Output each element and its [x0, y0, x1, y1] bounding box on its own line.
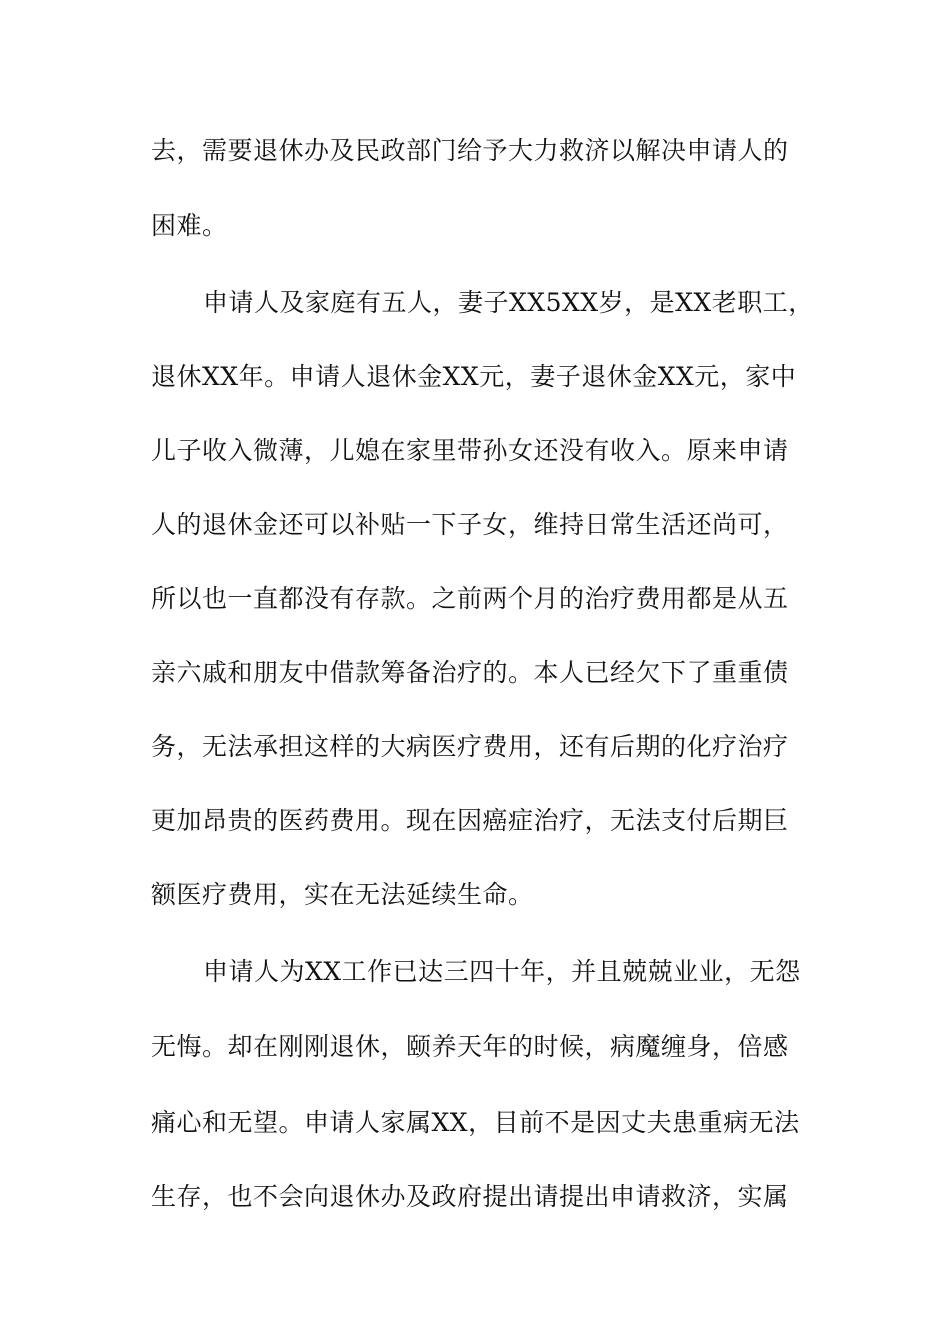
text-line: 人的退休金还可以补贴一下子女，维持日常生活还尚可， [151, 510, 789, 539]
text-line: 困难。 [151, 211, 228, 240]
text-line: 痛心和无望。申请人家属XX，目前不是因丈夫患重病无法 [151, 1108, 800, 1137]
paragraph-first-line: 申请人为XX工作已达三四十年，并且兢兢业业，无怨 [203, 957, 801, 986]
paragraph-first-line: 申请人及家庭有五人，妻子XX5XX岁，是XX老职工， [203, 288, 814, 317]
text-line: 更加昂贵的医药费用。现在因癌症治疗，无法支付后期巨 [151, 806, 789, 835]
text-line: 所以也一直都没有存款。之前两个月的治疗费用都是从五 [151, 584, 789, 613]
text-line: 儿子收入微薄，儿媳在家里带孙女还没有收入。原来申请 [151, 436, 789, 465]
text-line: 去，需要退休办及民政部门给予大力救济以解决申请人的 [151, 136, 789, 165]
text-line: 生存，也不会向退休办及政府提出请提出申请救济，实属 [151, 1182, 789, 1211]
text-line: 无悔。却在刚刚退休，颐养天年的时候，病魔缠身，倍感 [151, 1032, 789, 1061]
text-line: 退休XX年。申请人退休金XX元，妻子退休金XX元，家中 [151, 362, 797, 391]
text-line: 亲六戚和朋友中借款筹备治疗的。本人已经欠下了重重债 [151, 658, 789, 687]
text-line: 务，无法承担这样的大病医疗费用，还有后期的化疗治疗 [151, 732, 789, 761]
text-line: 额医疗费用，实在无法延续生命。 [151, 880, 534, 909]
